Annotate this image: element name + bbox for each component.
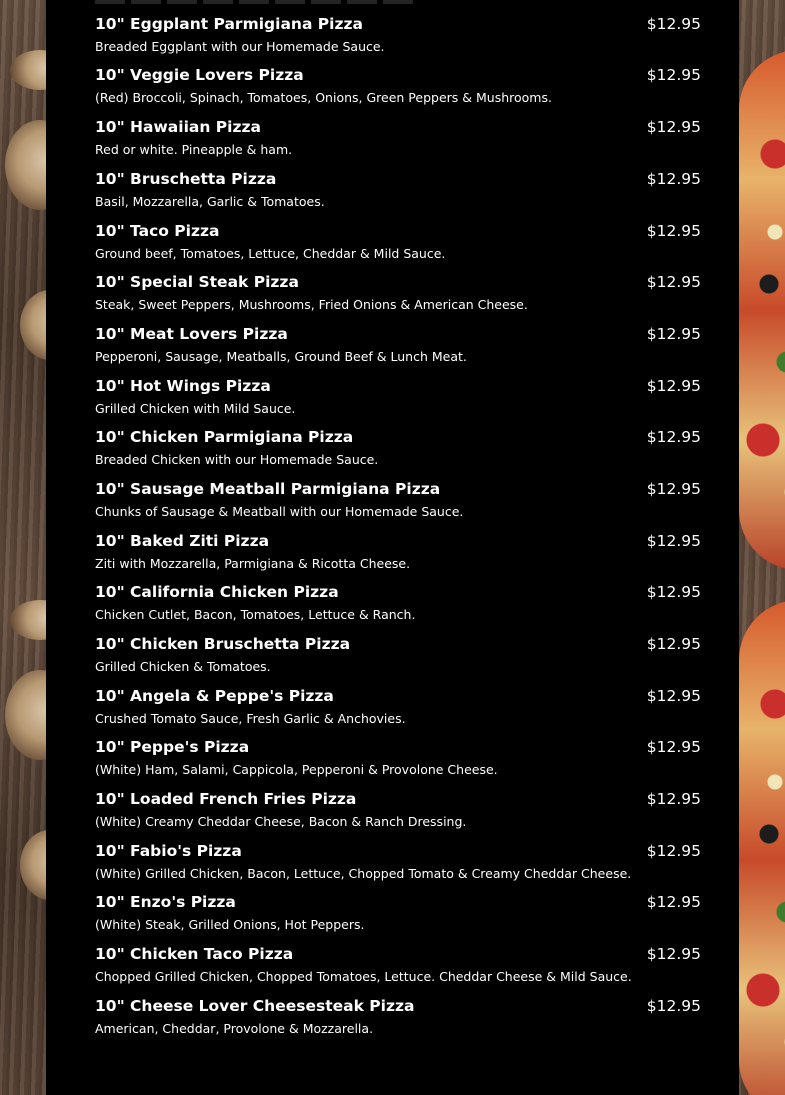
menu-item-name: 10" Chicken Bruschetta Pizza <box>95 635 351 653</box>
menu-item <box>95 377 705 429</box>
menu-item <box>95 222 705 274</box>
menu-item <box>95 738 705 790</box>
menu-item-description: Ground beef, Tomatoes, Lettuce, Cheddar & Mild Sauce. <box>95 246 446 261</box>
cropped-previous-item-text <box>95 0 415 4</box>
menu-item-price: $12.95 <box>646 687 701 705</box>
menu-item <box>95 532 705 584</box>
menu-item-name: 10" Chicken Parmigiana Pizza <box>95 428 354 446</box>
menu-item-price: $12.95 <box>646 635 701 653</box>
menu-item-price: $12.95 <box>646 222 701 240</box>
menu-item-price: $12.95 <box>646 428 701 446</box>
menu-item <box>95 66 705 118</box>
menu-item-price: $12.95 <box>646 842 701 860</box>
menu-item-name: 10" Loaded French Fries Pizza <box>95 790 357 808</box>
menu-item-name: 10" Bruschetta Pizza <box>95 170 277 188</box>
menu-item-name: 10" Special Steak Pizza <box>95 273 299 291</box>
menu-item <box>95 325 705 377</box>
menu-item <box>95 945 705 997</box>
menu-item <box>95 997 705 1049</box>
menu-item-price: $12.95 <box>646 945 701 963</box>
menu-item-description: Grilled Chicken & Tomatoes. <box>95 659 271 674</box>
menu-item-description: American, Cheddar, Provolone & Mozzarella. <box>95 1021 374 1036</box>
menu-item <box>95 428 705 480</box>
menu-item-name: 10" Chicken Taco Pizza <box>95 945 294 963</box>
menu-item-price: $12.95 <box>646 480 701 498</box>
menu-item-price: $12.95 <box>646 893 701 911</box>
menu-item-price: $12.95 <box>646 532 701 550</box>
pizza-image <box>739 50 785 570</box>
menu-item-name: 10" Fabio's Pizza <box>95 842 242 860</box>
menu-item-price: $12.95 <box>646 377 701 395</box>
menu-item-price: $12.95 <box>646 118 701 136</box>
menu-item-price: $12.95 <box>646 273 701 291</box>
menu-item-name: 10" Sausage Meatball Parmigiana Pizza <box>95 480 441 498</box>
background-wood-left <box>0 0 46 1095</box>
menu-item-name: 10" Baked Ziti Pizza <box>95 532 270 550</box>
menu-item <box>95 118 705 170</box>
menu-item-price: $12.95 <box>646 15 701 33</box>
menu-item-name: 10" Taco Pizza <box>95 222 220 240</box>
menu-item-name: 10" Cheese Lover Cheesesteak Pizza <box>95 997 415 1015</box>
menu-item <box>95 790 705 842</box>
menu-item-name: 10" Peppe's Pizza <box>95 738 250 756</box>
menu-item-description: Steak, Sweet Peppers, Mushrooms, Fried Onions & American Cheese. <box>95 297 528 312</box>
menu-item-description: (White) Grilled Chicken, Bacon, Lettuce, Chopped Tomato & Creamy Cheddar Cheese. <box>95 866 632 881</box>
menu-item-description: Crushed Tomato Sauce, Fresh Garlic & Anchovies. <box>95 711 406 726</box>
menu-item <box>95 273 705 325</box>
menu-item-description: Chunks of Sausage & Meatball with our Homemade Sauce. <box>95 504 464 519</box>
menu-item-name: 10" Veggie Lovers Pizza <box>95 66 304 84</box>
menu-item-description: Ziti with Mozzarella, Parmigiana & Ricotta Cheese. <box>95 556 411 571</box>
menu-item-price: $12.95 <box>646 790 701 808</box>
menu-item <box>95 893 705 945</box>
menu-item-price: $12.95 <box>646 583 701 601</box>
menu-item-name: 10" Hot Wings Pizza <box>95 377 271 395</box>
menu-item-name: 10" Eggplant Parmigiana Pizza <box>95 15 363 33</box>
menu-item <box>95 687 705 739</box>
menu-item-description: (White) Ham, Salami, Cappicola, Pepperoni & Provolone Cheese. <box>95 762 498 777</box>
menu-item-description: Grilled Chicken with Mild Sauce. <box>95 401 296 416</box>
menu-item-description: (White) Creamy Cheddar Cheese, Bacon & Ranch Dressing. <box>95 814 467 829</box>
menu-item-price: $12.95 <box>646 997 701 1015</box>
menu-item-name: 10" Angela & Peppe's Pizza <box>95 687 334 705</box>
menu-item-description: Chicken Cutlet, Bacon, Tomatoes, Lettuce & Ranch. <box>95 607 416 622</box>
menu-item-name: 10" California Chicken Pizza <box>95 583 339 601</box>
menu-item-name: 10" Enzo's Pizza <box>95 893 236 911</box>
menu-item <box>95 583 705 635</box>
menu-item-description: Red or white. Pineapple & ham. <box>95 142 293 157</box>
menu-item-description: (White) Steak, Grilled Onions, Hot Peppers. <box>95 917 365 932</box>
menu-item-name: 10" Meat Lovers Pizza <box>95 325 288 343</box>
background-pizza-right <box>739 0 785 1095</box>
menu-item-description: Chopped Grilled Chicken, Chopped Tomatoes, Lettuce. Cheddar Cheese & Mild Sauce. <box>95 969 632 984</box>
menu-item-description: Breaded Eggplant with our Homemade Sauce. <box>95 39 385 54</box>
menu-item-price: $12.95 <box>646 66 701 84</box>
pizza-image <box>739 600 785 1095</box>
menu-item-name: 10" Hawaiian Pizza <box>95 118 261 136</box>
menu-item <box>95 15 705 67</box>
menu-item <box>95 170 705 222</box>
menu-item-description: (Red) Broccoli, Spinach, Tomatoes, Onions, Green Peppers & Mushrooms. <box>95 90 552 105</box>
menu-item-price: $12.95 <box>646 738 701 756</box>
menu-item-description: Basil, Mozzarella, Garlic & Tomatoes. <box>95 194 325 209</box>
menu-item-price: $12.95 <box>646 170 701 188</box>
menu-item <box>95 635 705 687</box>
menu-item-price: $12.95 <box>646 325 701 343</box>
menu-item <box>95 842 705 894</box>
menu-item-description: Pepperoni, Sausage, Meatballs, Ground Beef & Lunch Meat. <box>95 349 467 364</box>
menu-item-description: Breaded Chicken with our Homemade Sauce. <box>95 452 379 467</box>
menu-item <box>95 480 705 532</box>
